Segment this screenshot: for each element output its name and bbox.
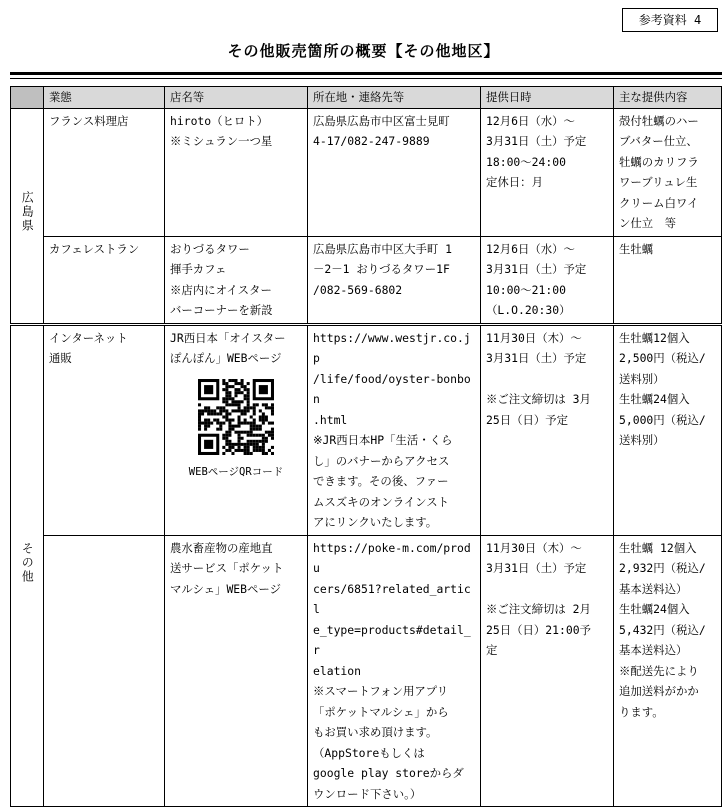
title-rule-thin	[10, 78, 722, 79]
cell-line: 3月31日（土）予定	[486, 134, 587, 148]
cell-type: フランス料理店	[44, 108, 165, 236]
cell-line: （L.O.20:30）	[486, 303, 571, 317]
cell-line: 11月30日（木）～	[486, 540, 582, 555]
cell-line: 生牡蠣 12個入	[619, 540, 697, 555]
cell-line: ※JR西日本HP「生活・くら	[313, 433, 453, 447]
cell-content	[614, 236, 722, 324]
cell-line: 5,000円（税込/	[619, 412, 706, 427]
cell-store	[165, 236, 308, 324]
cell-line: －2－1 おりづるタワー1F	[313, 262, 450, 276]
header-content: 主な提供内容	[614, 87, 722, 109]
cell-line: 11月30日（木）～	[486, 330, 582, 345]
cell-address	[308, 236, 481, 324]
cell-store	[165, 108, 308, 236]
header-row	[11, 87, 722, 109]
cell-line: 3月31日（土）予定	[486, 351, 587, 365]
header-address: 所在地・連絡先等	[308, 87, 481, 109]
cell-line: 25日（日）21:00予	[486, 622, 591, 637]
cell-line: 2,500円（税込/	[619, 351, 706, 365]
region-hiroshima	[11, 108, 44, 324]
cell-line: ワーブリュレ生	[619, 175, 698, 189]
cell-line: /life/food/oyster-bonbon	[313, 371, 471, 406]
cell-line: アにリンクいたします。	[313, 515, 438, 529]
cell-content	[614, 535, 722, 807]
cell-line: バーコーナーを新設	[170, 303, 273, 317]
cell-line: ※スマートフォン用アプリ	[313, 684, 449, 698]
cell-line: google play storeからダ	[313, 766, 464, 780]
cell-line	[486, 579, 608, 600]
cell-line: 基本送料込）	[619, 643, 688, 657]
cell-line: ぽんぽん」WEBページ	[170, 351, 282, 365]
cell-line: もお買い求め頂けます。	[313, 725, 438, 739]
table-row	[11, 236, 722, 324]
store-lines	[170, 328, 302, 369]
cell-line: 生牡蠣24個入	[619, 392, 690, 406]
header-corner	[11, 87, 44, 109]
cell-dates	[481, 324, 614, 535]
table-row	[11, 108, 722, 236]
cell-line: 25日（日）予定	[486, 412, 569, 427]
cell-content	[614, 108, 722, 236]
cell-line: 3月31日（土）予定	[486, 561, 587, 575]
reference-label: 参考資料 4	[622, 8, 718, 32]
cell-store	[165, 535, 308, 807]
cell-line: クリーム白ワイ	[619, 195, 699, 210]
cell-dates	[481, 236, 614, 324]
cell-line: 18:00～24:00	[486, 154, 566, 169]
cell-line: 基本送料込）	[619, 581, 688, 596]
table-row	[11, 535, 722, 807]
cell-line: /082-569-6802	[313, 282, 403, 297]
cell-line: 「ポケットマルシェ」から	[313, 704, 449, 719]
qr-block	[170, 369, 302, 481]
cell-dates	[481, 535, 614, 807]
cell-line: 送料別）	[619, 433, 665, 447]
table-row	[11, 324, 722, 535]
cell-line: 揮手カフェ	[170, 262, 227, 276]
page-title: その他販売箇所の概要【その他地区】	[227, 42, 500, 60]
cell-line: 12月6日（水）～	[486, 241, 575, 256]
cell-type	[44, 324, 165, 535]
header-type: 業態	[44, 87, 165, 109]
cell-address	[308, 535, 481, 807]
cell-line: ブバター仕立、	[619, 134, 698, 148]
sales-locations-table	[10, 86, 722, 807]
cell-store	[165, 324, 308, 535]
cell-address	[308, 108, 481, 236]
cell-line: 2,932円（税込/	[619, 561, 706, 575]
cell-line: 送サービス「ポケット	[170, 561, 284, 575]
header-store: 店名等	[165, 87, 308, 109]
cell-line: .html	[313, 412, 348, 427]
cell-line: 農水畜産物の産地直	[170, 540, 273, 555]
cell-line: 生牡蠣	[619, 241, 654, 256]
cell-line: ります。	[619, 704, 664, 719]
cell-line: https://www.westjr.co.jp	[313, 330, 471, 365]
region-label: 広島県	[20, 191, 35, 234]
cell-line: 3月31日（土）予定	[486, 262, 587, 276]
cell-line: cers/6851?related_articl	[313, 581, 471, 616]
cell-line: ウンロード下さい。）	[313, 786, 422, 801]
type-line-2: 通販	[49, 351, 72, 365]
cell-line: し」のバナーからアクセス	[313, 453, 450, 468]
cell-line: https://poke-m.com/produ	[313, 540, 471, 575]
cell-line: できます。その後、ファー	[313, 474, 449, 488]
cell-line: e_type=products#detail_r	[313, 622, 471, 657]
region-label: その他	[20, 541, 35, 584]
type-line-1: インターネット	[49, 330, 128, 345]
cell-line: 生牡蠣24個入	[619, 602, 690, 616]
cell-line: ン仕立 等	[619, 216, 676, 230]
cell-line: 牡蠣のカリフラ	[619, 154, 699, 169]
cell-line: ※配送先により	[619, 663, 699, 678]
cell-line: おりづるタワー	[170, 241, 250, 256]
cell-line: 5,432円（税込/	[619, 622, 706, 637]
header-dates: 提供日時	[481, 87, 614, 109]
cell-type: カフェレストラン	[44, 236, 165, 324]
cell-line: 10:00～21:00	[486, 282, 566, 297]
qr-code-image[interactable]	[198, 379, 274, 455]
cell-line: ムスズキのオンラインスト	[313, 494, 450, 509]
cell-line: hiroto（ヒロト）	[170, 113, 269, 128]
title-rule-thick	[10, 72, 722, 75]
cell-line: 広島県広島市中区富士見町	[313, 113, 450, 128]
cell-line: 殻付牡蠣のハー	[619, 113, 699, 128]
cell-line: ※ご注文締切は 3月	[486, 392, 591, 406]
cell-line: マルシェ」WEBページ	[170, 581, 281, 596]
cell-line: elation	[313, 663, 362, 678]
cell-line: JR西日本「オイスター	[170, 330, 286, 345]
cell-line: 12月6日（水）～	[486, 113, 575, 128]
cell-line: 定休日：月	[486, 175, 543, 189]
cell-dates	[481, 108, 614, 236]
region-other	[11, 324, 44, 807]
cell-line: 定	[486, 643, 498, 657]
qr-caption: WEBページQRコード	[188, 466, 284, 478]
cell-content	[614, 324, 722, 535]
cell-line: 送料別）	[619, 371, 665, 386]
cell-line: （AppStoreもしくは	[313, 745, 425, 760]
cell-line: 広島県広島市中区大手町 1	[313, 241, 453, 256]
cell-line: ※ご注文締切は 2月	[486, 602, 591, 616]
cell-line: 4-17/082-247-9889	[313, 134, 430, 148]
cell-line: ※店内にオイスター	[170, 282, 272, 297]
cell-line	[486, 369, 608, 390]
cell-type	[44, 535, 165, 807]
cell-line: 追加送料がかか	[619, 684, 699, 698]
cell-address	[308, 324, 481, 535]
cell-line: 生牡蠣12個入	[619, 330, 690, 345]
cell-line: ※ミシュラン一つ星	[170, 134, 273, 148]
